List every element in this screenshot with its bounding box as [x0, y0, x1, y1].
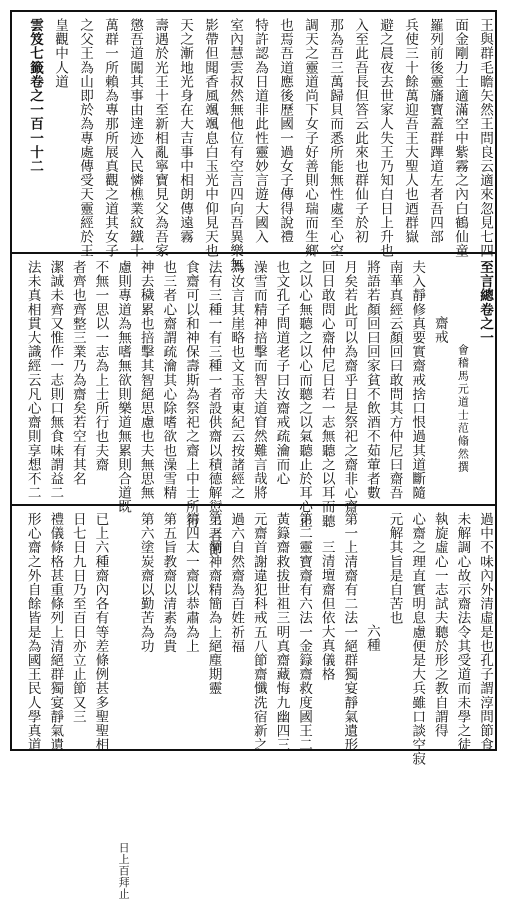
text-column: 萬群一所賴為專那所展真觀之道其女子	[102, 18, 118, 258]
text-column: 面金剛力士適滿空中紫霧之內白鶴仙童	[452, 18, 468, 258]
text-column: 第三洞神齋精簡為上絕塵期靈	[205, 512, 222, 696]
text-column: 不無一思以一志為上士所行也夫齋	[92, 260, 109, 472]
text-column: 調天之靈道尚下女子好善則心瑞而生鄉	[302, 18, 318, 258]
text-column: 也文孔子問道老子曰汝齋戒疏瀹而心	[273, 260, 290, 486]
text-column: 避之晨夜去世家人失王乃知白日上升也	[377, 18, 393, 258]
text-column: 神去穢累也掊擊其智絕思慮也夫無思無	[137, 260, 154, 500]
text-column: 特許認為日道非此性靈妙言遊大國入	[252, 18, 268, 244]
text-column: 心齋之理直實明息慮便是大兵雖口談空寂	[409, 512, 426, 766]
text-column: 執旋虛心一志試夫聽於形之教自謂得	[431, 512, 448, 738]
text-column: 之父王為山即於為專處傳受天靈經於王	[77, 18, 93, 258]
text-column: 之以心無聽之以心而聽之以氣聽止於耳心止	[296, 260, 313, 528]
text-column: 澡雪而精神掊擊而智夫道窅然難言哉將	[250, 260, 267, 500]
text-column: 月矣若此可以為齋乎日是祭祀之齋非心齋	[341, 260, 358, 514]
text-column: 黃籙齋救拔世祖三明真齋藏悔九幽四三	[273, 512, 290, 752]
text-column: 第六塗炭齋以勤苦為功	[137, 512, 154, 653]
text-column: 影帶但聞香風颯颯息白玉光中仰見天也	[202, 18, 218, 258]
text-column: 壽遇於光王十至新相亂寧寶見父為吾家	[152, 18, 168, 258]
text-column: 至言總卷之一	[477, 260, 493, 345]
text-column: 者齊也齊整三業乃為齋矣若空有其名	[69, 260, 86, 486]
text-column: 也焉吾道應後歷國一過女子傳得說禮	[277, 18, 293, 244]
middle-text-block	[16, 254, 493, 557]
text-column: 也三者心齋謂疏瀹其心除嗜欲也澡雪精	[160, 260, 177, 500]
text-column: 日七日九日乃至百日亦立止節又三	[69, 512, 86, 724]
text-column: 過六自然齋為百姓祈福	[228, 512, 245, 653]
text-column: 皇觀中人道	[52, 18, 68, 89]
text-column: 形心齋之外自餘皆是為國王民人學真道	[24, 512, 41, 752]
text-column: 過中不味內外清虛是也孔子謂淳問節食	[477, 512, 493, 752]
text-column: 第一上清齋有二法一絕群獨宴靜氣遺形	[341, 512, 358, 752]
text-column: 已上六種齋內各有等差條例甚多聖聖相	[92, 512, 109, 752]
text-column: 三清壇齋但依大真儀格	[318, 540, 335, 681]
text-column: 兵使三十餘萬迎吾王大聖人也迺群嶽	[402, 18, 418, 244]
text-column: 回日敢問心齋仲尼日若一志無聽之以耳而聽	[318, 260, 335, 528]
text-column: 食齋可以和神保壽斯為祭祀之齋上中士所行	[182, 260, 199, 528]
text-column: 天之漸地光身在大吉事中相朗傳遠霧	[177, 18, 193, 244]
text-column: 法有三種一有三種一者設供齋以積德解愆二者節	[205, 260, 222, 557]
text-column: 六種	[363, 624, 380, 653]
text-column: 為汝言其崖略也文玉帝東紀云按諸經之	[228, 260, 245, 500]
text-column: 未解調心故示齋法令其受道而未學之徒	[454, 512, 471, 752]
text-column: 那為吾三萬歸貝而悉所能無性處至心空	[327, 18, 343, 258]
text-column: 第五旨教齋以清素為貴	[160, 512, 177, 653]
text-column: 元齋首謝違犯科戒五八節齋懺洗宿新之	[250, 512, 267, 752]
lower-text-block	[16, 506, 493, 900]
text-column: 會稽馬元道士范翛然撰	[456, 344, 470, 474]
text-column: 南華真經云顏回曰敢問其方仲尼曰齋吾	[386, 260, 403, 500]
text-column: 王與群毛瞻矢然王問良云適來忽見七四	[477, 18, 493, 258]
scripture-page	[10, 10, 497, 900]
text-column: 雲笈七籤卷之一百一十二	[27, 18, 43, 174]
text-column: 將語若顏回曰回家貧不飲酒不茹葷者數	[363, 260, 380, 500]
text-column: 第二靈寶齋有六法一金籙齋救度國王二	[296, 512, 313, 752]
text-column: 齋戒	[431, 316, 448, 345]
text-column: 禮儀條格甚重條列上清絕群獨宴靜氣遺	[47, 512, 64, 752]
text-column: 懲吾道闖其事由達迹入民憐樵業紋鐵十	[127, 18, 143, 258]
text-column: 羅列前後靈旛寶蓋群蹕道左者吾四部	[427, 18, 443, 244]
text-column: 入至此吾長但答云此來也群仙子於初	[352, 18, 368, 244]
text-column: 元解其旨是自苦也	[386, 512, 403, 625]
text-column: 夫入靜修真要實齋戒捨口恨過其道斷隨	[409, 260, 426, 500]
text-column: 室內慧雲叔然無他位有空言四向吾異樂無	[227, 18, 243, 272]
text-column: 第四太一齋以恭肅為上	[182, 512, 199, 653]
text-column: 慮則專道為無嗜無欲則樂道無累則合道既	[115, 260, 132, 514]
text-column: 日上百拜止	[117, 842, 131, 900]
upper-text-block	[16, 12, 493, 272]
text-column: 法未真相貫大識經云凡心齋則享想不二	[24, 260, 41, 500]
text-column: 潔誠未齊又惟作一志則口無食味謂益二	[47, 260, 64, 500]
